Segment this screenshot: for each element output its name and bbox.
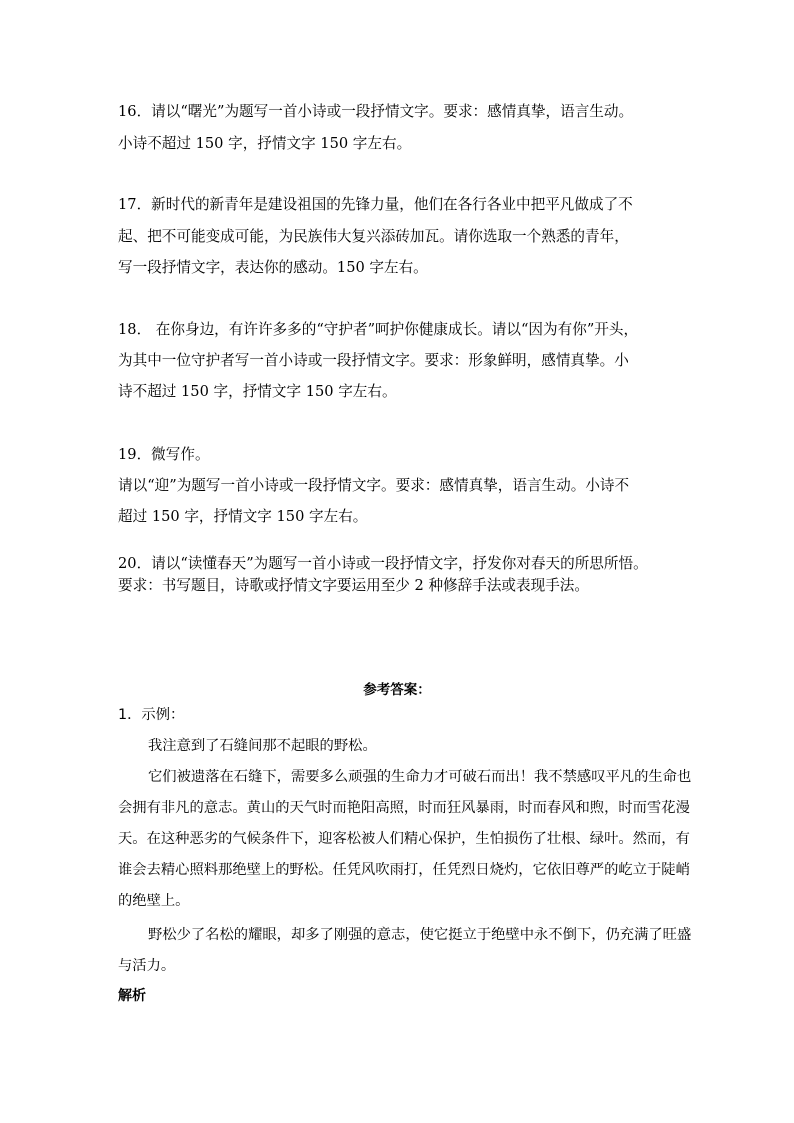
question-17-line-1: 17．新时代的新青年是建设祖国的先锋力量，他们在各行各业中把平凡做成了不: [118, 196, 633, 213]
question-16-line-1: 16．请以“曙光”为题写一首小诗或一段抒情文字。要求：感情真挚，语言生动。: [118, 103, 634, 120]
question-19-line-2: 请以“迎”为题写一首小诗或一段抒情文字。要求：感情真挚，语言生动。小诗不: [118, 477, 630, 494]
answer-1-paragraph-2-line-2: 会拥有非凡的意志。黄山的天气时而艳阳高照，时而狂风暴雨，时而春风和煦，时而雪花漫: [118, 800, 690, 816]
answer-1-paragraph-2-line-3: 天。在这种恶劣的气候条件下，迎客松被人们精心保护，生怕损伤了壮根、绿叶。然而，有: [118, 831, 690, 847]
question-17-line-3: 写一段抒情文字，表达你的感动。150 字左右。: [118, 259, 428, 276]
question-17-line-2: 起、把不可能变成可能，为民族伟大复兴添砖加瓦。请你选取一个熟悉的青年，: [118, 228, 629, 245]
question-20-line-2: 要求：书写题目，诗歌或抒情文字要运用至少 2 种修辞手法或表现手法。: [118, 577, 589, 594]
question-19-line-1: 19．微写作。: [118, 446, 210, 463]
answer-1-paragraph-3-line-1: 野松少了名松的耀眼，却多了刚强的意志，使它挺立于绝壁中永不倒下，仍充满了旺盛: [148, 927, 692, 943]
answer-1-paragraph-2-line-4: 谁会去精心照料那绝壁上的野松。任凭风吹雨打，任凭烈日烧灼，它依旧尊严的屹立于陡峭: [118, 862, 690, 878]
question-18-line-3: 诗不超过 150 字，抒情文字 150 字左右。: [118, 383, 397, 400]
answer-1-paragraph-2-line-1: 它们被遗落在石缝下，需要多么顽强的生命力才可破石而出！我不禁感叹平凡的生命也: [148, 769, 692, 785]
question-19-line-3: 超过 150 字，抒情文字 150 字左右。: [118, 508, 368, 525]
answer-1-paragraph-1: 我注意到了石缝间那不起眼的野松。: [148, 738, 377, 754]
question-18-line-2: 为其中一位守护者写一首小诗或一段抒情文字。要求：形象鲜明，感情真挚。小: [118, 352, 629, 369]
answer-1-paragraph-2-line-5: 的绝壁上。: [118, 893, 190, 909]
answer-1-label: 1．示例：: [118, 707, 185, 723]
question-20-line-1: 20．请以“读懂春天”为题写一首小诗或一段抒情文字，抒发你对春天的所思所悟。: [118, 555, 648, 572]
question-18-line-1: 18． 在你身边，有许许多多的“守护者”呵护你健康成长。请以“因为有你”开头，: [118, 321, 639, 338]
analysis-heading: 解析: [118, 988, 146, 1004]
answers-title: 参考答案：: [363, 682, 431, 698]
question-16-line-2: 小诗不超过 150 字，抒情文字 150 字左右。: [118, 135, 412, 152]
answer-1-paragraph-3-line-2: 与活力。: [118, 958, 176, 974]
